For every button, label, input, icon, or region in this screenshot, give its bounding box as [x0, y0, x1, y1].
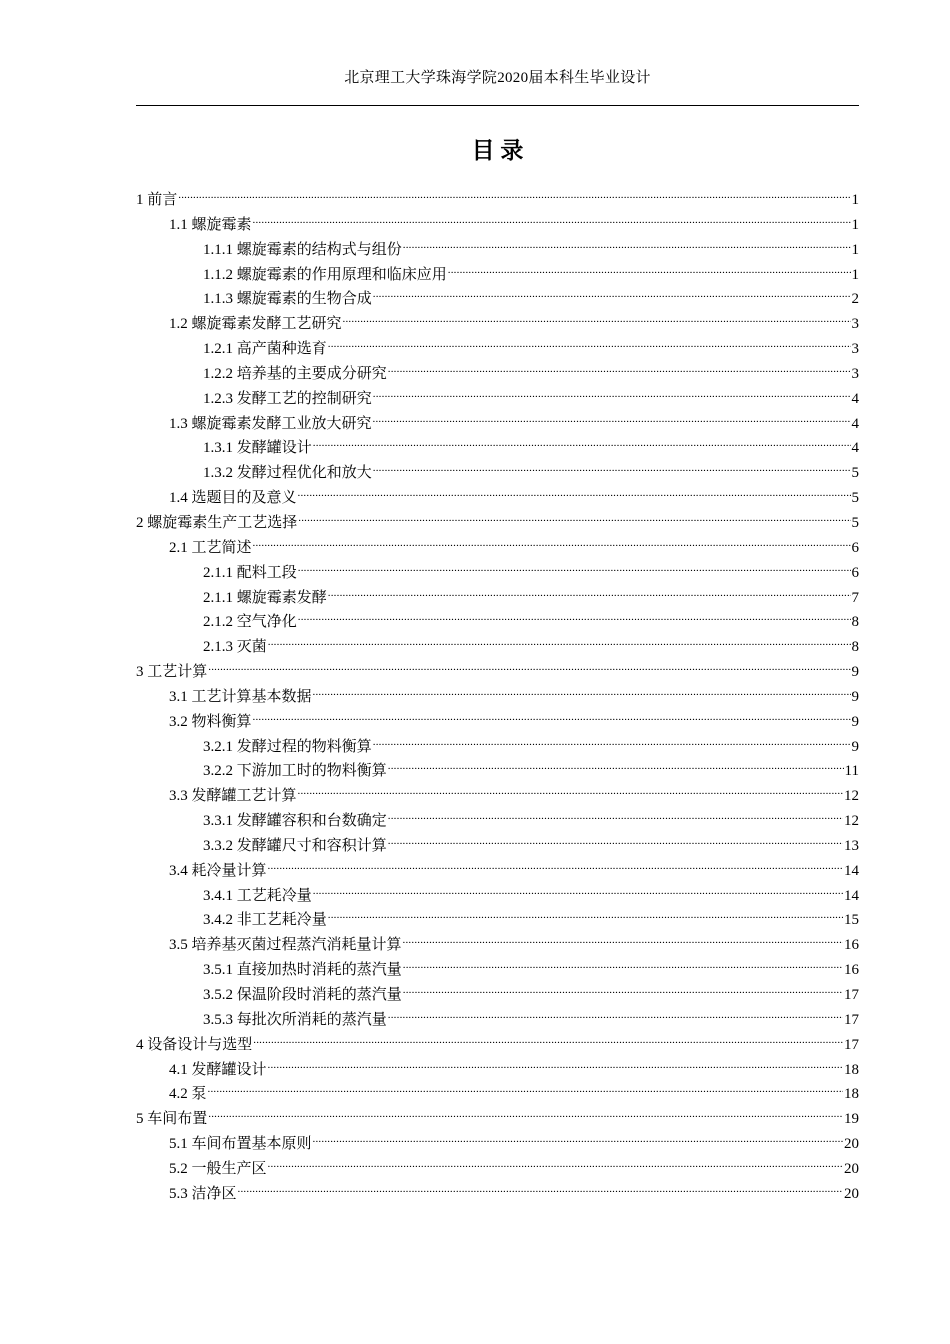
toc-entry[interactable]: [136, 383, 859, 408]
toc-entry-label: 3.2 物料衡算: [169, 713, 252, 730]
toc-entry-label: 3 工艺计算: [136, 664, 208, 681]
toc-entry[interactable]: [136, 532, 859, 557]
toc-entry[interactable]: [136, 1128, 859, 1153]
toc-entry[interactable]: [136, 979, 859, 1004]
toc-entry[interactable]: [136, 1029, 859, 1054]
toc-dot-leader: [253, 532, 851, 552]
toc-entry[interactable]: [136, 259, 859, 284]
toc-dot-leader: [298, 780, 843, 800]
header-divider: [136, 105, 859, 106]
toc-dot-leader: [373, 731, 851, 751]
toc-entry[interactable]: [136, 507, 859, 532]
toc-dot-leader: [313, 880, 843, 900]
toc-entry[interactable]: [136, 731, 859, 756]
toc-entry-page-number: 3: [851, 316, 859, 333]
toc-entry-label: 5 车间布置: [136, 1111, 208, 1128]
toc-entry[interactable]: [136, 780, 859, 805]
toc-dot-leader: [313, 1128, 843, 1148]
toc-dot-leader: [328, 333, 851, 353]
toc-entry[interactable]: [136, 457, 859, 482]
toc-entry-label: 1.4 选题目的及意义: [169, 490, 297, 507]
toc-dot-leader: [313, 432, 851, 452]
toc-entry-label: 3.1 工艺计算基本数据: [169, 688, 312, 705]
toc-entry-page-number: 4: [851, 390, 859, 407]
toc-dot-leader: [388, 1004, 843, 1024]
toc-entry-page-number: 9: [851, 713, 859, 730]
toc-entry-label: 4.2 泵: [169, 1086, 207, 1103]
toc-dot-leader: [298, 606, 851, 626]
toc-entry-page-number: 4: [851, 415, 859, 432]
toc-entry-page-number: 14: [844, 862, 859, 879]
toc-entry-page-number: 17: [844, 1011, 859, 1028]
toc-entry[interactable]: [136, 408, 859, 433]
toc-entry[interactable]: [136, 656, 859, 681]
toc-entry-label: 2.1 工艺简述: [169, 539, 252, 556]
toc-dot-leader: [253, 209, 851, 229]
toc-dot-leader: [253, 1029, 843, 1049]
toc-entry[interactable]: [136, 283, 859, 308]
toc-entry-label: 1.2 螺旋霉素发酵工艺研究: [169, 316, 342, 333]
toc-entry-page-number: 8: [851, 614, 859, 631]
toc-entry-label: 3.5.1 直接加热时消耗的蒸汽量: [203, 962, 402, 979]
toc-entry-label: 1.1.2 螺旋霉素的作用原理和临床应用: [203, 266, 447, 283]
toc-entry[interactable]: [136, 681, 859, 706]
toc-entry[interactable]: [136, 358, 859, 383]
toc-entry[interactable]: [136, 929, 859, 954]
toc-dot-leader: [403, 929, 843, 949]
toc-entry-page-number: 3: [851, 365, 859, 382]
toc-dot-leader: [328, 904, 843, 924]
toc-entry-label: 1.1.1 螺旋霉素的结构式与组份: [203, 241, 402, 258]
toc-entry-page-number: 4: [851, 440, 859, 457]
toc-dot-leader: [208, 1103, 843, 1123]
toc-entry-label: 3.3 发酵罐工艺计算: [169, 788, 297, 805]
toc-entry-page-number: 12: [844, 813, 859, 830]
toc-entry-label: 3.2.2 下游加工时的物料衡算: [203, 763, 387, 780]
toc-dot-leader: [268, 631, 851, 651]
toc-entry-label: 2 螺旋霉素生产工艺选择: [136, 514, 298, 531]
toc-dot-leader: [253, 706, 851, 726]
toc-entry-page-number: 17: [844, 987, 859, 1003]
toc-entry[interactable]: [136, 482, 859, 507]
toc-entry-page-number: 1: [851, 241, 859, 258]
toc-entry-page-number: 9: [851, 664, 859, 681]
toc-entry-label: 1.1 螺旋霉素: [169, 216, 252, 233]
toc-title: 目 录: [471, 138, 524, 163]
toc-entry-label: 3.5 培养基灭菌过程蒸汽消耗量计算: [169, 937, 402, 954]
toc-entry[interactable]: [136, 333, 859, 358]
toc-dot-leader: [313, 681, 851, 701]
toc-dot-leader: [298, 557, 851, 577]
toc-entry-label: 3.4.1 工艺耗冷量: [203, 887, 312, 904]
toc-entry-page-number: 18: [844, 1086, 859, 1103]
toc-entry[interactable]: [136, 880, 859, 905]
toc-entry-label: 2.1.1 配料工段: [203, 564, 297, 581]
toc-entry-page-number: 15: [844, 912, 859, 929]
toc-entry-page-number: 20: [844, 1136, 859, 1153]
toc-dot-leader: [343, 308, 851, 328]
toc-entry-label: 3.4 耗冷量计算: [169, 862, 267, 879]
toc-dot-leader: [373, 457, 851, 477]
toc-entry-page-number: 16: [844, 937, 859, 954]
toc-entry-page-number: 8: [851, 639, 859, 656]
toc-entry[interactable]: [136, 234, 859, 259]
toc-entry[interactable]: [136, 308, 859, 333]
toc-dot-leader: [373, 383, 851, 403]
toc-entry-page-number: 3: [851, 341, 859, 358]
toc-entry[interactable]: [136, 209, 859, 234]
toc-entry-page-number: 2: [851, 291, 859, 308]
toc-entry-page-number: 20: [844, 1185, 859, 1202]
toc-entry[interactable]: [136, 582, 859, 607]
toc-entry[interactable]: [136, 1078, 859, 1103]
toc-entry-label: 2.1.1 螺旋霉素发酵: [203, 589, 327, 606]
toc-entry[interactable]: [136, 432, 859, 457]
toc-entry-page-number: 5: [851, 465, 859, 482]
toc-entry-page-number: 19: [844, 1111, 859, 1128]
toc-entry-label: 5.3 洁净区: [169, 1185, 237, 1202]
toc-entry-page-number: 1: [851, 192, 859, 208]
toc-entry[interactable]: [136, 805, 859, 830]
toc-entry-label: 4 设备设计与选型: [136, 1036, 253, 1053]
toc-dot-leader: [448, 259, 851, 279]
toc-dot-leader: [388, 830, 843, 850]
toc-dot-leader: [373, 283, 851, 303]
toc-entry-page-number: 9: [851, 738, 859, 755]
toc-entry-label: 5.1 车间布置基本原则: [169, 1136, 312, 1153]
toc-entry-page-number: 1: [851, 216, 859, 233]
toc-entry-label: 3.5.3 每批次所消耗的蒸汽量: [203, 1011, 387, 1028]
toc-dot-leader: [388, 805, 843, 825]
toc-entry[interactable]: [136, 706, 859, 731]
toc-entry-page-number: 17: [844, 1036, 859, 1053]
toc-dot-leader: [403, 234, 851, 254]
toc-dot-leader: [178, 184, 850, 204]
toc-entry-label: 2.1.2 空气净化: [203, 614, 297, 631]
toc-entry-label: 1.3.2 发酵过程优化和放大: [203, 465, 372, 482]
toc-entry[interactable]: [136, 1054, 859, 1079]
toc-dot-leader: [403, 979, 843, 999]
toc-entry[interactable]: [136, 830, 859, 855]
toc-dot-leader: [298, 507, 850, 527]
toc-entry-label: 1.1.3 螺旋霉素的生物合成: [203, 291, 372, 308]
toc-dot-leader: [328, 582, 851, 602]
toc-entry[interactable]: [136, 184, 859, 209]
page-header: 北京理工大学珠海学院2020届本科生毕业设计: [344, 70, 651, 86]
toc-entry-page-number: 7: [851, 589, 859, 606]
toc-dot-leader: [208, 656, 850, 676]
toc-entry-label: 3.5.2 保温阶段时消耗的蒸汽量: [203, 987, 402, 1003]
toc-entry-label: 3.3.1 发酵罐容积和台数确定: [203, 813, 387, 830]
toc-entry-label: 4.1 发酵罐设计: [169, 1061, 267, 1078]
toc-entry-label: 3.2.1 发酵过程的物料衡算: [203, 738, 372, 755]
toc-entry[interactable]: [136, 855, 859, 880]
toc-dot-leader: [298, 482, 851, 502]
toc-entry[interactable]: [136, 954, 859, 979]
toc-entry[interactable]: [136, 904, 859, 929]
toc-entry[interactable]: [136, 1103, 859, 1128]
toc-entry[interactable]: [136, 755, 859, 780]
toc-entry-label: 5.2 一般生产区: [169, 1160, 267, 1177]
toc-entry-page-number: 12: [844, 788, 859, 805]
toc-entry-page-number: 13: [844, 837, 859, 854]
toc-entry-page-number: 9: [851, 688, 859, 705]
toc-entry-label: 1.3.1 发酵罐设计: [203, 440, 312, 457]
toc-entry-page-number: 20: [844, 1160, 859, 1177]
toc-entry[interactable]: [136, 631, 859, 656]
toc-entry-page-number: 18: [844, 1061, 859, 1078]
table-of-contents: [136, 184, 859, 1203]
toc-entry-label: 1 前言: [136, 192, 178, 208]
toc-entry-page-number: 6: [851, 564, 859, 581]
toc-entry-label: 3.4.2 非工艺耗冷量: [203, 912, 327, 929]
toc-entry-label: 1.2.2 培养基的主要成分研究: [203, 365, 387, 382]
toc-entry[interactable]: [136, 606, 859, 631]
toc-entry[interactable]: [136, 1178, 859, 1203]
toc-dot-leader: [403, 954, 843, 974]
toc-entry-page-number: 11: [844, 763, 859, 780]
toc-entry-page-number: 14: [844, 887, 859, 904]
toc-entry-label: 1.2.1 高产菌种选育: [203, 341, 327, 358]
toc-dot-leader: [268, 1153, 843, 1173]
toc-entry[interactable]: [136, 557, 859, 582]
toc-dot-leader: [388, 358, 851, 378]
toc-dot-leader: [268, 1054, 843, 1074]
toc-dot-leader: [238, 1178, 843, 1198]
toc-dot-leader: [208, 1078, 843, 1098]
toc-dot-leader: [373, 408, 851, 428]
toc-entry-label: 1.3 螺旋霉素发酵工业放大研究: [169, 415, 372, 432]
toc-entry-page-number: 1: [851, 266, 859, 283]
toc-entry-label: 2.1.3 灭菌: [203, 639, 267, 656]
toc-entry-page-number: 5: [851, 490, 859, 507]
toc-dot-leader: [268, 855, 843, 875]
toc-entry-page-number: 16: [844, 962, 859, 979]
toc-entry-page-number: 5: [851, 514, 859, 531]
toc-entry-label: 1.2.3 发酵工艺的控制研究: [203, 390, 372, 407]
toc-entry-page-number: 6: [851, 539, 859, 556]
toc-dot-leader: [388, 755, 844, 775]
toc-entry-label: 3.3.2 发酵罐尺寸和容积计算: [203, 837, 387, 854]
toc-entry[interactable]: [136, 1004, 859, 1029]
toc-entry[interactable]: [136, 1153, 859, 1178]
